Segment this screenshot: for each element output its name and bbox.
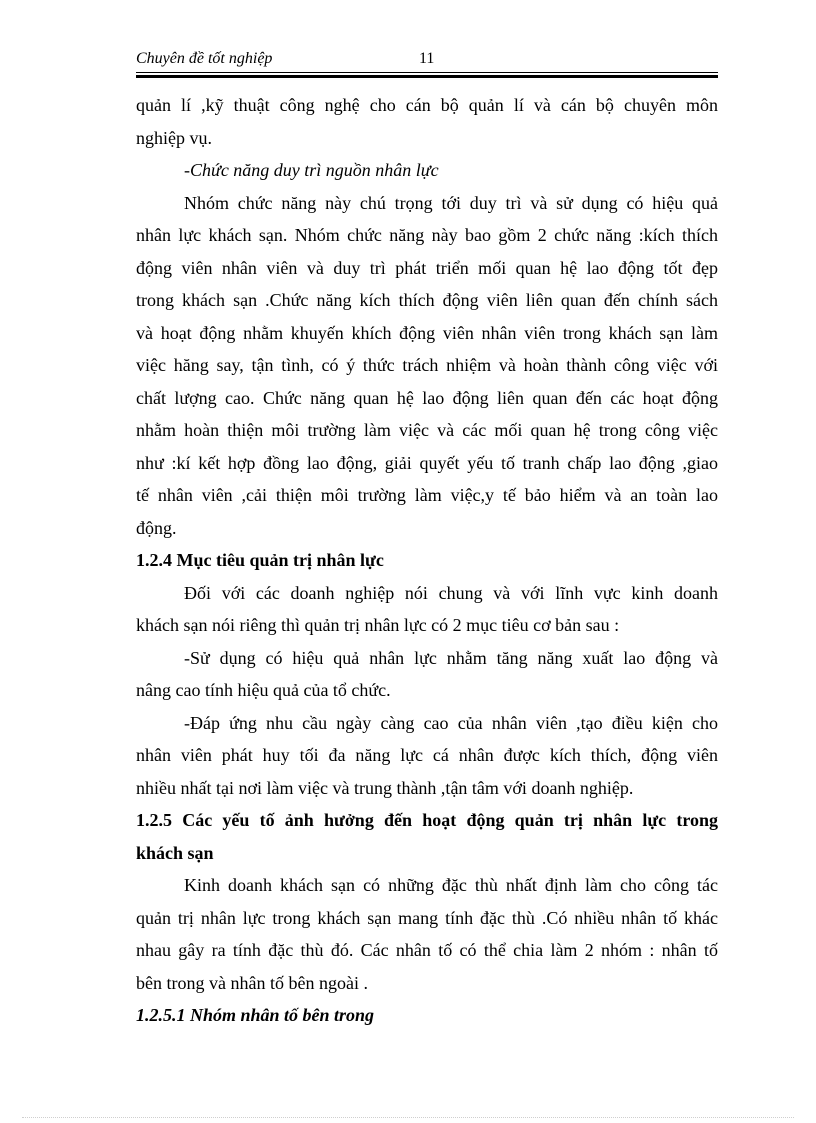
text-line: trong khách sạn .Chức năng kích thích động viên liên quan đến chính sách [136, 290, 718, 310]
text-line: nhiều nhất tại nơi làm việc và trung thành ,tận tâm với doanh nghiệp. [136, 777, 634, 798]
text-line: và hoạt động nhằm khuyến khích động viên nhân viên trong khách sạn làm [136, 322, 718, 343]
text-line: động viên nhân viên và duy trì phát triển mối quan hệ lao động tốt đẹp [136, 257, 718, 278]
text-line: Đối với các doanh nghiệp nói chung và với lĩnh vực kinh doanh [184, 582, 718, 603]
text-line: quản trị nhân lực trong khách sạn mang tính đặc thù .Có nhiều nhân tố khác [136, 907, 718, 928]
section-heading: 1.2.5 Các yếu tố ảnh hưởng đến hoạt động quản trị nhân lực trong [136, 810, 718, 830]
text-line: -Sử dụng có hiệu quả nhân lực nhằm tăng năng xuất lao động và [184, 647, 718, 668]
text-line: nhằm hoàn thiện môi trường làm việc và các mối quan hệ trong công việc [136, 420, 718, 440]
text-line: động. [136, 517, 177, 538]
header-title: Chuyên đề tốt nghiệp [136, 50, 273, 67]
section-heading: 1.2.4 Mục tiêu quản trị nhân lực [136, 550, 384, 570]
header-rule-thin [136, 72, 718, 73]
text-line: nhau gây ra tính đặc thù đó. Các nhân tố có thể chia làm 2 nhóm : nhân tố [136, 940, 718, 960]
subsection-heading: 1.2.5.1 Nhóm nhân tố bên trong [136, 1005, 375, 1025]
text-line: nghiệp vụ. [136, 127, 212, 148]
text-line: việc hăng say, tận tình, có ý thức trách nhiệm và hoàn thành công việc với [136, 355, 718, 375]
text-line: tế nhân viên ,cải thiện môi trường làm việc,y tế bảo hiểm và an toàn lao [136, 485, 718, 505]
text-line: -Đáp ứng nhu cầu ngày càng cao của nhân viên ,tạo điều kiện cho [184, 712, 718, 733]
text-line: bên trong và nhân tố bên ngoài . [136, 972, 368, 993]
page-border-dots [22, 1117, 794, 1118]
text-line: Nhóm chức năng này chú trọng tới duy trì và sử dụng có hiệu quả [184, 192, 718, 213]
text-line: nâng cao tính hiệu quả của tổ chức. [136, 680, 391, 700]
page-number: 11 [419, 50, 435, 67]
section-heading-continued: khách sạn [136, 842, 214, 863]
page-header [136, 48, 718, 78]
text-line: chất lượng cao. Chức năng quan hệ lao động liên quan đến các hoạt động [136, 387, 718, 408]
body-text [136, 89, 718, 1032]
text-line: nhân viên phát huy tối đa năng lực cá nhân được kích thích, động viên [136, 745, 718, 765]
header-rule-thick [136, 75, 718, 78]
text-line: khách sạn nói riêng thì quản trị nhân lực có 2 mục tiêu cơ bản sau : [136, 615, 620, 635]
text-line: như :kí kết hợp đồng lao động, giải quyết yếu tố tranh chấp lao động ,giao [136, 452, 718, 473]
text-line: Kinh doanh khách sạn có những đặc thù nhất định làm cho công tác [184, 875, 718, 895]
text-line: quản lí ,kỹ thuật công nghệ cho cán bộ quản lí và cán bộ chuyên môn [136, 95, 718, 115]
subsection-title: -Chức năng duy trì nguồn nhân lực [184, 160, 439, 180]
text-line: nhân lực khách sạn. Nhóm chức năng này bao gồm 2 chức năng :kích thích [136, 225, 718, 245]
